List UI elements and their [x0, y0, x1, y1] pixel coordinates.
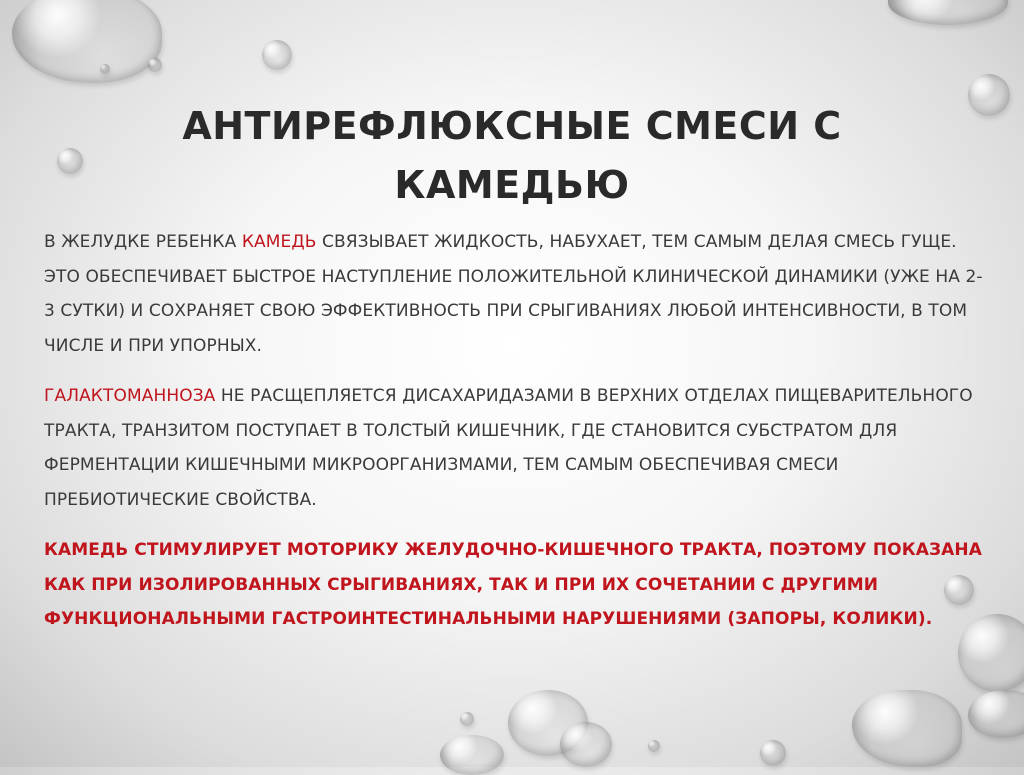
water-drop-decoration	[560, 722, 612, 767]
paragraph-text: НЕ РАСЩЕПЛЯЕТСЯ ДИСАХАРИДАЗАМИ В ВЕРХНИХ ОТДЕЛАХ ПИЩЕВАРИТЕЛЬНОГО ТРАКТА, ТРАНЗИТОМ ПОСТУПАЕТ В ТОЛСТЫЙ КИШЕЧНИК, ГДЕ СТАНОВИТСЯ СУБСТРАТОМ ДЛЯ ФЕРМЕНТАЦИИ КИШЕЧНЫМИ МИКРООРГАНИЗМАМИ, ТЕМ САМЫМ ОБЕСПЕЧИВАЯ СМЕСИ ПРЕБИОТИЧЕСКИЕ СВОЙСТВА.	[44, 386, 973, 510]
water-drop-decoration	[760, 740, 786, 766]
highlight-term: КАМЕДЬ	[241, 232, 317, 252]
paragraph-motility-emphasis: КАМЕДЬ СТИМУЛИРУЕТ МОТОРИКУ ЖЕЛУДОЧНО-КИШЕЧНОГО ТРАКТА, ПОЭТОМУ ПОКАЗАНА КАК ПРИ ИЗОЛИРОВАННЫХ СРЫГИВАНИЯХ, ТАК И ПРИ ИХ СОЧЕТАНИИ С ДРУГИМИ ФУНКЦИОНАЛЬНЫМИ ГАСТРОИНТЕСТИНАЛЬНЫМИ НАРУШЕНИЯМИ (ЗАПОРЫ, КОЛИКИ).	[44, 540, 982, 629]
water-drop-decoration	[968, 74, 1010, 116]
water-drop-decoration	[852, 690, 962, 767]
paragraph-gum-thickening	[44, 225, 984, 363]
water-drop-decoration	[100, 64, 110, 74]
water-drop-decoration	[262, 40, 292, 70]
water-drop-decoration	[460, 712, 474, 726]
water-drop-decoration	[148, 58, 162, 72]
paragraph-text: СВЯЗЫВАЕТ ЖИДКОСТЬ, НАБУХАЕТ, ТЕМ САМЫМ ДЕЛАЯ СМЕСЬ ГУЩЕ. ЭТО ОБЕСПЕЧИВАЕТ БЫСТРОЕ НАСТУПЛЕНИЕ ПОЛОЖИТЕЛЬНОЙ КЛИНИЧЕСКОЙ ДИНАМИКИ (УЖЕ НА 2-3 СУТКИ) И СОХРАНЯЕТ СВОЮ ЭФФЕКТИВНОСТЬ ПРИ СРЫГИВАНИЯХ ЛЮБОЙ ИНТЕНСИВНОСТИ, В ТОМ ЧИСЛЕ И ПРИ УПОРНЫХ.	[44, 232, 983, 356]
highlight-term: ГАЛАКТОМАННОЗА	[44, 386, 216, 406]
slide-title: АНТИРЕФЛЮКСНЫЕ СМЕСИ С КАМЕДЬЮ	[182, 104, 842, 208]
paragraph-text: В ЖЕЛУДКЕ РЕБЕНКА	[44, 232, 242, 252]
water-drop-decoration	[968, 690, 1024, 738]
water-drop-decoration	[12, 0, 162, 83]
water-drop-decoration	[57, 148, 83, 174]
paragraph-galactomannan	[44, 379, 984, 517]
water-drop-decoration	[440, 735, 504, 775]
water-drop-decoration	[888, 0, 1008, 25]
slide-body	[44, 225, 984, 653]
water-drop-decoration	[648, 740, 660, 752]
